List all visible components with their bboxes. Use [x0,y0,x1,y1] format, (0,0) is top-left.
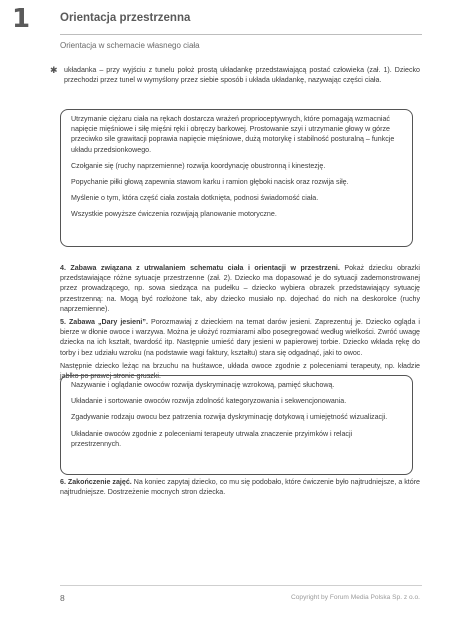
closing-block [60,477,420,497]
header-divider [60,34,422,35]
exercise-6-heading: 6. Zakończenie zajęć. [60,478,132,486]
exercise-5-text: Porozmawiaj z dzieckiem na temat darów jesieni. Zaprezentuj je. Dziecko ogląda i bierze w dłonie owoce i warzywa. Można je ułożyć rozmiarami albo posegregować według wielkości. Zwróć uwagę dziecka na ich kształt, twardość itp. Następnie umieść dary jesieni w papierowej torbie. Dziecko wkłada rękę do torby i bez udziału wzroku (na podstawie wagi faktury, kształtu) stara się odgadnąć, jaki to owoc. [60,318,420,357]
bullet-list-item [50,65,420,85]
exercise-6-text: Na koniec zapytaj dziecko, co mu się podobało, które ćwiczenie było najtrudniejsze, a które najtrudniejsze. Dostrzeżenie mocnych stron dziecka. [60,478,421,497]
exercise-block [60,263,420,384]
info-box-paragraph: Układanie owoców zgodnie z poleceniami terapeuty utrwala znaczenie przyimków i relacji przestrzennych. [71,429,353,448]
exercise-5-continuation: Następnie dziecko leżąc na brzuchu na huśtawce, układa owoce zgodnie z poleceniami terapeuty, np. kładzie jabłko po prawej stronie gruszki. [60,361,420,381]
exercise-4-text: Pokaż dziecku obrazki przedstawiające różne sytuacje przestrzenne (zał. 2). Dziecko ma dopasować je do sytuacji zademonstrowanej przez prowadzącego, np. sowa siedząca na pudełku – dziecko wybiera obrazek przedstawiający sytuację przestrzenną: na. Mogą być rozłożone tak, aby dziecko musiało np. dojechać do nich na deskorolce (ruchy naprzemienne). [60,264,420,313]
info-box-paragraph: Myślenie o tym, która część ciała została dotknięta, podnosi świadomość ciała. [71,194,319,203]
bullet-text: układanka – przy wyjściu z tunelu położ prostą układankę przedstawiającą postać człowieka (zał. 1). Dziecko przechodzi przez tunel w wymyślony przez siebie sposób i układa układankę, nazywając części ciała. [64,66,420,85]
intro-block [50,65,420,85]
footer-divider [60,585,422,586]
exercise-4 [60,263,420,314]
copyright-notice: Copyright by Forum Media Polska Sp. z o.o. [291,594,420,601]
info-box-paragraph: Układanie i sortowanie owoców rozwija zdolność kategoryzowania i sekwencjonowania. [71,397,347,406]
info-box-paragraph: Popychanie piłki głową zapewnia stawom karku i ramion głęboki nacisk oraz rozwija siłę. [71,178,349,187]
info-box-paragraph: Czołganie się (ruchy naprzemienne) rozwija koordynację obustronną i kinestezję. [71,161,326,170]
info-box-paragraph: Utrzymanie ciężaru ciała na rękach dostarcza wrażeń proprioceptywnych, które pomagają wzmacniać napięcie mięśniowe i siłę mięśni ręki i obręczy barkowej. Prostowanie szyi i utrzymanie głowy w górze przeciwko sile grawitacji poprawia napięcie mięśniowe, dużą motorykę i stabilność posturalną – funkcje układu przedsionkowego. [71,115,395,154]
exercise-4-heading: 4. Zabawa związana z utrwalaniem schematu ciała i orientacji w przestrzeni. [60,264,340,272]
info-box-paragraph: Nazywanie i oglądanie owoców rozwija dyskryminację wzrokową, pamięć słuchową. [71,381,335,389]
chapter-title: Orientacja przestrzenna [60,12,191,24]
asterisk-bullet-icon: ✱ [50,65,58,75]
exercise-5 [60,317,420,358]
chapter-number: 1 [12,4,31,34]
exercise-5-heading: 5. Zabawa „Dary jesieni”. [60,318,148,327]
info-box-paragraph: Wszystkie powyższe ćwiczenia rozwijają planowanie motoryczne. [71,210,277,219]
info-box-1 [60,109,413,247]
exercise-6 [60,477,420,497]
page-number: 8 [60,593,65,603]
info-box-2 [60,375,413,475]
section-title: Orientacja w schemacie własnego ciała [60,41,200,50]
info-box-paragraph: Zgadywanie rodzaju owocu bez patrzenia rozwija dyskryminację dotykową i umiejętność wizualizacji. [71,413,388,422]
